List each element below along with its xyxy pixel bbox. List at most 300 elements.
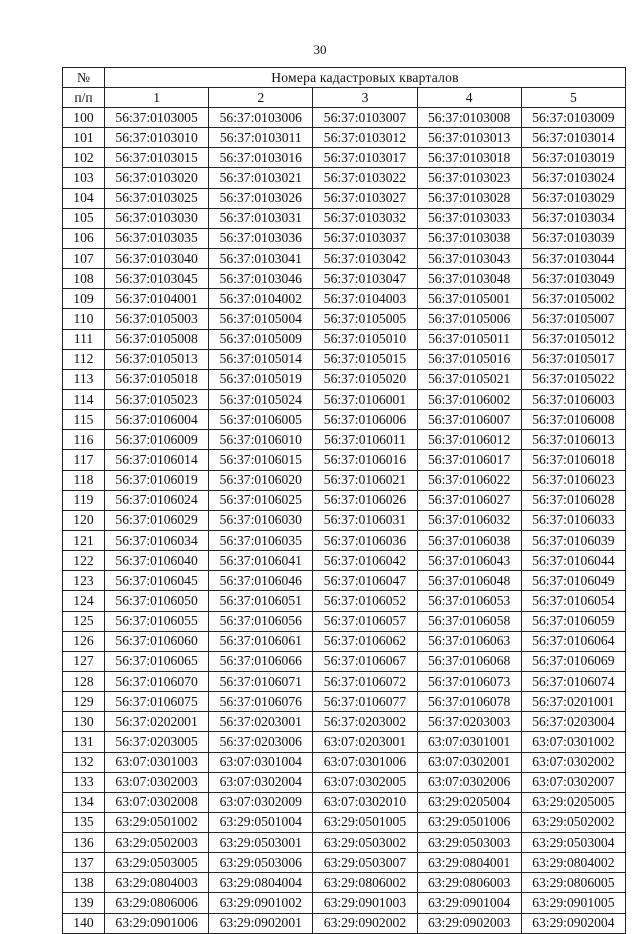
cadastral-number-cell: 56:37:0106078 bbox=[417, 692, 521, 712]
cadastral-number-cell: 56:37:0106048 bbox=[417, 571, 521, 591]
cadastral-number-cell: 56:37:0106025 bbox=[209, 490, 313, 510]
cadastral-number-cell: 63:29:0503003 bbox=[417, 833, 521, 853]
cadastral-number-cell: 63:29:0902004 bbox=[521, 913, 625, 933]
cadastral-number-cell: 56:37:0106012 bbox=[417, 430, 521, 450]
cadastral-number-cell: 56:37:0202001 bbox=[105, 712, 209, 732]
cadastral-number-cell: 56:37:0106024 bbox=[105, 490, 209, 510]
cadastral-number-cell: 56:37:0106076 bbox=[209, 692, 313, 712]
table-row bbox=[63, 611, 626, 631]
cadastral-number-cell: 56:37:0103025 bbox=[105, 188, 209, 208]
table-row bbox=[63, 269, 626, 289]
cadastral-number-cell: 63:29:0902002 bbox=[313, 913, 417, 933]
cadastral-number-cell: 63:07:0302001 bbox=[417, 752, 521, 772]
row-number-header-line2: п/п bbox=[63, 88, 105, 108]
column-header: 4 bbox=[417, 88, 521, 108]
cadastral-number-cell: 56:37:0103027 bbox=[313, 188, 417, 208]
cadastral-number-cell: 56:37:0106003 bbox=[521, 389, 625, 409]
row-number-cell: 113 bbox=[63, 369, 105, 389]
row-number-cell: 121 bbox=[63, 530, 105, 550]
table-row bbox=[63, 168, 626, 188]
table-row bbox=[63, 309, 626, 329]
cadastral-number-cell: 56:37:0103030 bbox=[105, 208, 209, 228]
cadastral-number-cell: 56:37:0106015 bbox=[209, 450, 313, 470]
row-number-cell: 103 bbox=[63, 168, 105, 188]
header-row-columns bbox=[63, 88, 626, 108]
row-number-cell: 129 bbox=[63, 692, 105, 712]
cadastral-number-cell: 56:37:0106074 bbox=[521, 671, 625, 691]
row-number-cell: 118 bbox=[63, 470, 105, 490]
cadastral-number-cell: 63:29:0901006 bbox=[105, 913, 209, 933]
row-number-cell: 127 bbox=[63, 651, 105, 671]
cadastral-number-cell: 56:37:0106034 bbox=[105, 530, 209, 550]
cadastral-number-cell: 56:37:0106013 bbox=[521, 430, 625, 450]
cadastral-number-cell: 63:29:0503005 bbox=[105, 853, 209, 873]
cadastral-number-cell: 56:37:0106046 bbox=[209, 571, 313, 591]
cadastral-number-cell: 56:37:0103041 bbox=[209, 248, 313, 268]
cadastral-number-cell: 56:37:0106071 bbox=[209, 671, 313, 691]
cadastral-number-cell: 56:37:0105012 bbox=[521, 329, 625, 349]
cadastral-number-cell: 56:37:0103019 bbox=[521, 148, 625, 168]
cadastral-number-cell: 56:37:0106063 bbox=[417, 631, 521, 651]
row-number-cell: 131 bbox=[63, 732, 105, 752]
cadastral-number-cell: 56:37:0103018 bbox=[417, 148, 521, 168]
cadastral-number-cell: 63:07:0302007 bbox=[521, 772, 625, 792]
cadastral-number-cell: 63:29:0806006 bbox=[105, 893, 209, 913]
row-number-cell: 117 bbox=[63, 450, 105, 470]
cadastral-number-cell: 56:37:0106018 bbox=[521, 450, 625, 470]
cadastral-number-cell: 63:07:0302002 bbox=[521, 752, 625, 772]
cadastral-number-cell: 56:37:0203002 bbox=[313, 712, 417, 732]
table-title-header: Номера кадастровых кварталов bbox=[105, 68, 626, 88]
cadastral-number-cell: 56:37:0106069 bbox=[521, 651, 625, 671]
cadastral-quarters-table bbox=[62, 67, 626, 934]
table-row bbox=[63, 329, 626, 349]
table-row bbox=[63, 551, 626, 571]
table-row bbox=[63, 470, 626, 490]
cadastral-number-cell: 56:37:0106014 bbox=[105, 450, 209, 470]
cadastral-number-cell: 56:37:0106043 bbox=[417, 551, 521, 571]
cadastral-number-cell: 56:37:0106007 bbox=[417, 410, 521, 430]
table-row bbox=[63, 108, 626, 128]
cadastral-number-cell: 56:37:0106032 bbox=[417, 510, 521, 530]
table-row bbox=[63, 692, 626, 712]
cadastral-number-cell: 56:37:0106022 bbox=[417, 470, 521, 490]
page-number: 30 bbox=[313, 42, 327, 57]
cadastral-number-cell: 56:37:0105021 bbox=[417, 369, 521, 389]
cadastral-number-cell: 63:07:0302006 bbox=[417, 772, 521, 792]
cadastral-number-cell: 56:37:0103036 bbox=[209, 228, 313, 248]
cadastral-number-cell: 56:37:0106028 bbox=[521, 490, 625, 510]
cadastral-number-cell: 56:37:0105023 bbox=[105, 389, 209, 409]
cadastral-number-cell: 63:29:0804002 bbox=[521, 853, 625, 873]
row-number-cell: 126 bbox=[63, 631, 105, 651]
cadastral-number-cell: 63:07:0203001 bbox=[313, 732, 417, 752]
cadastral-number-cell: 56:37:0106008 bbox=[521, 410, 625, 430]
table-row bbox=[63, 833, 626, 853]
cadastral-number-cell: 63:29:0806005 bbox=[521, 873, 625, 893]
cadastral-number-cell: 56:37:0106057 bbox=[313, 611, 417, 631]
cadastral-number-cell: 56:37:0203006 bbox=[209, 732, 313, 752]
table-row bbox=[63, 671, 626, 691]
table-row bbox=[63, 430, 626, 450]
cadastral-number-cell: 56:37:0103046 bbox=[209, 269, 313, 289]
cadastral-number-cell: 63:29:0804004 bbox=[209, 873, 313, 893]
cadastral-number-cell: 56:37:0103008 bbox=[417, 108, 521, 128]
cadastral-number-cell: 56:37:0103010 bbox=[105, 128, 209, 148]
cadastral-number-cell: 63:29:0902001 bbox=[209, 913, 313, 933]
cadastral-number-cell: 63:29:0503006 bbox=[209, 853, 313, 873]
table-row bbox=[63, 510, 626, 530]
cadastral-number-cell: 56:37:0106049 bbox=[521, 571, 625, 591]
cadastral-number-cell: 56:37:0105001 bbox=[417, 289, 521, 309]
cadastral-number-cell: 63:07:0302010 bbox=[313, 792, 417, 812]
cadastral-number-cell: 56:37:0106050 bbox=[105, 591, 209, 611]
cadastral-number-cell: 63:29:0901004 bbox=[417, 893, 521, 913]
cadastral-number-cell: 56:37:0203003 bbox=[417, 712, 521, 732]
cadastral-number-cell: 56:37:0106067 bbox=[313, 651, 417, 671]
row-number-cell: 140 bbox=[63, 913, 105, 933]
table-row bbox=[63, 732, 626, 752]
cadastral-number-cell: 56:37:0106023 bbox=[521, 470, 625, 490]
row-number-cell: 114 bbox=[63, 389, 105, 409]
cadastral-number-cell: 63:29:0503001 bbox=[209, 833, 313, 853]
row-number-cell: 119 bbox=[63, 490, 105, 510]
table-row bbox=[63, 369, 626, 389]
row-number-cell: 112 bbox=[63, 349, 105, 369]
cadastral-number-cell: 56:37:0106011 bbox=[313, 430, 417, 450]
cadastral-number-cell: 56:37:0103045 bbox=[105, 269, 209, 289]
table-row bbox=[63, 208, 626, 228]
cadastral-number-cell: 56:37:0201001 bbox=[521, 692, 625, 712]
table-row bbox=[63, 349, 626, 369]
cadastral-number-cell: 63:29:0902003 bbox=[417, 913, 521, 933]
cadastral-number-cell: 56:37:0103005 bbox=[105, 108, 209, 128]
table-row bbox=[63, 873, 626, 893]
cadastral-number-cell: 56:37:0106053 bbox=[417, 591, 521, 611]
cadastral-number-cell: 56:37:0103039 bbox=[521, 228, 625, 248]
row-number-cell: 133 bbox=[63, 772, 105, 792]
cadastral-number-cell: 63:29:0804003 bbox=[105, 873, 209, 893]
row-number-cell: 108 bbox=[63, 269, 105, 289]
cadastral-number-cell: 63:29:0501002 bbox=[105, 812, 209, 832]
cadastral-number-cell: 56:37:0105008 bbox=[105, 329, 209, 349]
cadastral-number-cell: 63:07:0301006 bbox=[313, 752, 417, 772]
cadastral-number-cell: 56:37:0105017 bbox=[521, 349, 625, 369]
cadastral-number-cell: 56:37:0106042 bbox=[313, 551, 417, 571]
cadastral-number-cell: 56:37:0103023 bbox=[417, 168, 521, 188]
cadastral-number-cell: 56:37:0106026 bbox=[313, 490, 417, 510]
cadastral-number-cell: 63:29:0501004 bbox=[209, 812, 313, 832]
cadastral-number-cell: 56:37:0103038 bbox=[417, 228, 521, 248]
cadastral-number-cell: 56:37:0106010 bbox=[209, 430, 313, 450]
cadastral-number-cell: 56:37:0106031 bbox=[313, 510, 417, 530]
row-number-cell: 110 bbox=[63, 309, 105, 329]
row-number-cell: 134 bbox=[63, 792, 105, 812]
cadastral-number-cell: 63:29:0501006 bbox=[417, 812, 521, 832]
cadastral-number-cell: 56:37:0106035 bbox=[209, 530, 313, 550]
row-number-cell: 111 bbox=[63, 329, 105, 349]
cadastral-number-cell: 63:07:0302008 bbox=[105, 792, 209, 812]
row-number-cell: 124 bbox=[63, 591, 105, 611]
cadastral-number-cell: 63:29:0804001 bbox=[417, 853, 521, 873]
cadastral-number-cell: 56:37:0103034 bbox=[521, 208, 625, 228]
table-row bbox=[63, 631, 626, 651]
cadastral-number-cell: 56:37:0106020 bbox=[209, 470, 313, 490]
table-row bbox=[63, 389, 626, 409]
cadastral-number-cell: 56:37:0203004 bbox=[521, 712, 625, 732]
table-row bbox=[63, 571, 626, 591]
cadastral-number-cell: 56:37:0106039 bbox=[521, 530, 625, 550]
row-number-cell: 100 bbox=[63, 108, 105, 128]
cadastral-number-cell: 63:29:0503002 bbox=[313, 833, 417, 853]
cadastral-number-cell: 63:29:0205004 bbox=[417, 792, 521, 812]
cadastral-number-cell: 56:37:0103035 bbox=[105, 228, 209, 248]
cadastral-number-cell: 56:37:0106033 bbox=[521, 510, 625, 530]
cadastral-number-cell: 63:29:0806002 bbox=[313, 873, 417, 893]
cadastral-number-cell: 56:37:0106002 bbox=[417, 389, 521, 409]
column-header: 1 bbox=[105, 88, 209, 108]
cadastral-number-cell: 63:07:0302009 bbox=[209, 792, 313, 812]
cadastral-number-cell: 56:37:0106061 bbox=[209, 631, 313, 651]
cadastral-number-cell: 63:29:0901002 bbox=[209, 893, 313, 913]
cadastral-number-cell: 56:37:0105005 bbox=[313, 309, 417, 329]
cadastral-number-cell: 56:37:0103020 bbox=[105, 168, 209, 188]
row-number-cell: 139 bbox=[63, 893, 105, 913]
cadastral-number-cell: 56:37:0106016 bbox=[313, 450, 417, 470]
cadastral-number-cell: 63:29:0502003 bbox=[105, 833, 209, 853]
cadastral-number-cell: 56:37:0106041 bbox=[209, 551, 313, 571]
cadastral-number-cell: 56:37:0105007 bbox=[521, 309, 625, 329]
row-number-cell: 104 bbox=[63, 188, 105, 208]
cadastral-number-cell: 56:37:0106038 bbox=[417, 530, 521, 550]
table-row bbox=[63, 812, 626, 832]
cadastral-number-cell: 56:37:0103048 bbox=[417, 269, 521, 289]
cadastral-number-cell: 56:37:0106021 bbox=[313, 470, 417, 490]
row-number-cell: 123 bbox=[63, 571, 105, 591]
cadastral-number-cell: 56:37:0106073 bbox=[417, 671, 521, 691]
row-number-cell: 102 bbox=[63, 148, 105, 168]
cadastral-number-cell: 56:37:0103006 bbox=[209, 108, 313, 128]
row-number-header-line1: № bbox=[63, 68, 105, 88]
cadastral-number-cell: 56:37:0106066 bbox=[209, 651, 313, 671]
row-number-cell: 137 bbox=[63, 853, 105, 873]
cadastral-number-cell: 56:37:0103024 bbox=[521, 168, 625, 188]
cadastral-number-cell: 56:37:0103042 bbox=[313, 248, 417, 268]
cadastral-number-cell: 63:29:0901005 bbox=[521, 893, 625, 913]
cadastral-number-cell: 56:37:0106077 bbox=[313, 692, 417, 712]
row-number-cell: 105 bbox=[63, 208, 105, 228]
cadastral-number-cell: 56:37:0105009 bbox=[209, 329, 313, 349]
cadastral-number-cell: 56:37:0105024 bbox=[209, 389, 313, 409]
cadastral-number-cell: 56:37:0103031 bbox=[209, 208, 313, 228]
row-number-cell: 128 bbox=[63, 671, 105, 691]
cadastral-number-cell: 56:37:0106058 bbox=[417, 611, 521, 631]
row-number-cell: 125 bbox=[63, 611, 105, 631]
cadastral-number-cell: 56:37:0106009 bbox=[105, 430, 209, 450]
table-row bbox=[63, 651, 626, 671]
cadastral-number-cell: 56:37:0103029 bbox=[521, 188, 625, 208]
cadastral-number-cell: 56:37:0103009 bbox=[521, 108, 625, 128]
cadastral-number-cell: 63:07:0301003 bbox=[105, 752, 209, 772]
cadastral-number-cell: 56:37:0105013 bbox=[105, 349, 209, 369]
cadastral-number-cell: 56:37:0103040 bbox=[105, 248, 209, 268]
cadastral-number-cell: 56:37:0106044 bbox=[521, 551, 625, 571]
cadastral-number-cell: 63:07:0302005 bbox=[313, 772, 417, 792]
header-row-title bbox=[63, 68, 626, 88]
table-row bbox=[63, 913, 626, 933]
cadastral-number-cell: 56:37:0103028 bbox=[417, 188, 521, 208]
cadastral-number-cell: 56:37:0106052 bbox=[313, 591, 417, 611]
cadastral-number-cell: 56:37:0203001 bbox=[209, 712, 313, 732]
table-row bbox=[63, 752, 626, 772]
cadastral-number-cell: 56:37:0106054 bbox=[521, 591, 625, 611]
cadastral-number-cell: 56:37:0103015 bbox=[105, 148, 209, 168]
table-row bbox=[63, 490, 626, 510]
table-row bbox=[63, 712, 626, 732]
cadastral-number-cell: 56:37:0106065 bbox=[105, 651, 209, 671]
cadastral-number-cell: 56:37:0106047 bbox=[313, 571, 417, 591]
table-row bbox=[63, 792, 626, 812]
cadastral-number-cell: 63:29:0503007 bbox=[313, 853, 417, 873]
row-number-cell: 120 bbox=[63, 510, 105, 530]
cadastral-number-cell: 56:37:0103017 bbox=[313, 148, 417, 168]
cadastral-number-cell: 56:37:0103013 bbox=[417, 128, 521, 148]
cadastral-number-cell: 56:37:0103033 bbox=[417, 208, 521, 228]
row-number-cell: 109 bbox=[63, 289, 105, 309]
table-row bbox=[63, 410, 626, 430]
cadastral-number-cell: 56:37:0105011 bbox=[417, 329, 521, 349]
cadastral-number-cell: 56:37:0103014 bbox=[521, 128, 625, 148]
cadastral-number-cell: 56:37:0105016 bbox=[417, 349, 521, 369]
cadastral-number-cell: 56:37:0106064 bbox=[521, 631, 625, 651]
cadastral-number-cell: 56:37:0105020 bbox=[313, 369, 417, 389]
row-number-cell: 138 bbox=[63, 873, 105, 893]
table-row bbox=[63, 591, 626, 611]
cadastral-number-cell: 56:37:0106040 bbox=[105, 551, 209, 571]
cadastral-number-cell: 56:37:0106036 bbox=[313, 530, 417, 550]
cadastral-number-cell: 56:37:0103044 bbox=[521, 248, 625, 268]
cadastral-number-cell: 63:07:0301004 bbox=[209, 752, 313, 772]
cadastral-number-cell: 56:37:0103021 bbox=[209, 168, 313, 188]
table-row bbox=[63, 893, 626, 913]
cadastral-number-cell: 56:37:0106056 bbox=[209, 611, 313, 631]
cadastral-number-cell: 56:37:0105002 bbox=[521, 289, 625, 309]
cadastral-number-cell: 56:37:0105010 bbox=[313, 329, 417, 349]
row-number-cell: 132 bbox=[63, 752, 105, 772]
cadastral-number-cell: 56:37:0106001 bbox=[313, 389, 417, 409]
cadastral-number-cell: 56:37:0105015 bbox=[313, 349, 417, 369]
table-row bbox=[63, 188, 626, 208]
table-row bbox=[63, 530, 626, 550]
table-row bbox=[63, 772, 626, 792]
cadastral-number-cell: 56:37:0103016 bbox=[209, 148, 313, 168]
cadastral-number-cell: 56:37:0106004 bbox=[105, 410, 209, 430]
cadastral-number-cell: 56:37:0103032 bbox=[313, 208, 417, 228]
row-number-cell: 135 bbox=[63, 812, 105, 832]
cadastral-number-cell: 56:37:0103049 bbox=[521, 269, 625, 289]
cadastral-number-cell: 56:37:0106006 bbox=[313, 410, 417, 430]
cadastral-number-cell: 56:37:0105018 bbox=[105, 369, 209, 389]
cadastral-number-cell: 56:37:0106045 bbox=[105, 571, 209, 591]
table-row bbox=[63, 248, 626, 268]
cadastral-number-cell: 56:37:0105003 bbox=[105, 309, 209, 329]
cadastral-number-cell: 56:37:0103043 bbox=[417, 248, 521, 268]
cadastral-number-cell: 56:37:0106060 bbox=[105, 631, 209, 651]
row-number-cell: 130 bbox=[63, 712, 105, 732]
cadastral-number-cell: 63:29:0205005 bbox=[521, 792, 625, 812]
cadastral-number-cell: 56:37:0106068 bbox=[417, 651, 521, 671]
row-number-cell: 107 bbox=[63, 248, 105, 268]
cadastral-number-cell: 56:37:0103037 bbox=[313, 228, 417, 248]
cadastral-number-cell: 56:37:0104001 bbox=[105, 289, 209, 309]
column-header: 2 bbox=[209, 88, 313, 108]
cadastral-number-cell: 56:37:0106005 bbox=[209, 410, 313, 430]
cadastral-number-cell: 56:37:0106072 bbox=[313, 671, 417, 691]
cadastral-number-cell: 56:37:0103012 bbox=[313, 128, 417, 148]
cadastral-number-cell: 63:07:0301001 bbox=[417, 732, 521, 752]
cadastral-number-cell: 63:29:0501005 bbox=[313, 812, 417, 832]
cadastral-number-cell: 56:37:0104003 bbox=[313, 289, 417, 309]
table-body bbox=[63, 108, 626, 934]
column-header: 3 bbox=[313, 88, 417, 108]
row-number-cell: 115 bbox=[63, 410, 105, 430]
cadastral-number-cell: 56:37:0103047 bbox=[313, 269, 417, 289]
row-number-cell: 122 bbox=[63, 551, 105, 571]
cadastral-number-cell: 56:37:0106055 bbox=[105, 611, 209, 631]
row-number-cell: 136 bbox=[63, 833, 105, 853]
table-row bbox=[63, 128, 626, 148]
row-number-cell: 106 bbox=[63, 228, 105, 248]
cadastral-number-cell: 56:37:0103026 bbox=[209, 188, 313, 208]
table-row bbox=[63, 228, 626, 248]
table-row bbox=[63, 289, 626, 309]
cadastral-number-cell: 63:29:0806003 bbox=[417, 873, 521, 893]
row-number-cell: 101 bbox=[63, 128, 105, 148]
row-number-cell: 116 bbox=[63, 430, 105, 450]
cadastral-number-cell: 56:37:0105019 bbox=[209, 369, 313, 389]
cadastral-number-cell: 56:37:0105006 bbox=[417, 309, 521, 329]
cadastral-number-cell: 56:37:0103011 bbox=[209, 128, 313, 148]
cadastral-number-cell: 56:37:0106070 bbox=[105, 671, 209, 691]
table-row bbox=[63, 853, 626, 873]
cadastral-number-cell: 56:37:0104002 bbox=[209, 289, 313, 309]
cadastral-number-cell: 56:37:0203005 bbox=[105, 732, 209, 752]
cadastral-number-cell: 56:37:0106075 bbox=[105, 692, 209, 712]
cadastral-number-cell: 63:07:0301002 bbox=[521, 732, 625, 752]
column-header: 5 bbox=[521, 88, 625, 108]
cadastral-number-cell: 56:37:0106027 bbox=[417, 490, 521, 510]
table-row bbox=[63, 148, 626, 168]
cadastral-number-cell: 63:07:0302003 bbox=[105, 772, 209, 792]
cadastral-number-cell: 56:37:0106029 bbox=[105, 510, 209, 530]
cadastral-number-cell: 63:29:0503004 bbox=[521, 833, 625, 853]
cadastral-number-cell: 56:37:0106030 bbox=[209, 510, 313, 530]
cadastral-number-cell: 56:37:0106017 bbox=[417, 450, 521, 470]
cadastral-number-cell: 56:37:0106059 bbox=[521, 611, 625, 631]
cadastral-number-cell: 63:29:0502002 bbox=[521, 812, 625, 832]
cadastral-number-cell: 56:37:0106019 bbox=[105, 470, 209, 490]
table-row bbox=[63, 450, 626, 470]
cadastral-number-cell: 56:37:0103007 bbox=[313, 108, 417, 128]
cadastral-number-cell: 63:07:0302004 bbox=[209, 772, 313, 792]
cadastral-number-cell: 56:37:0105022 bbox=[521, 369, 625, 389]
cadastral-number-cell: 63:29:0901003 bbox=[313, 893, 417, 913]
cadastral-number-cell: 56:37:0105014 bbox=[209, 349, 313, 369]
cadastral-number-cell: 56:37:0106051 bbox=[209, 591, 313, 611]
cadastral-number-cell: 56:37:0103022 bbox=[313, 168, 417, 188]
cadastral-number-cell: 56:37:0106062 bbox=[313, 631, 417, 651]
cadastral-number-cell: 56:37:0105004 bbox=[209, 309, 313, 329]
